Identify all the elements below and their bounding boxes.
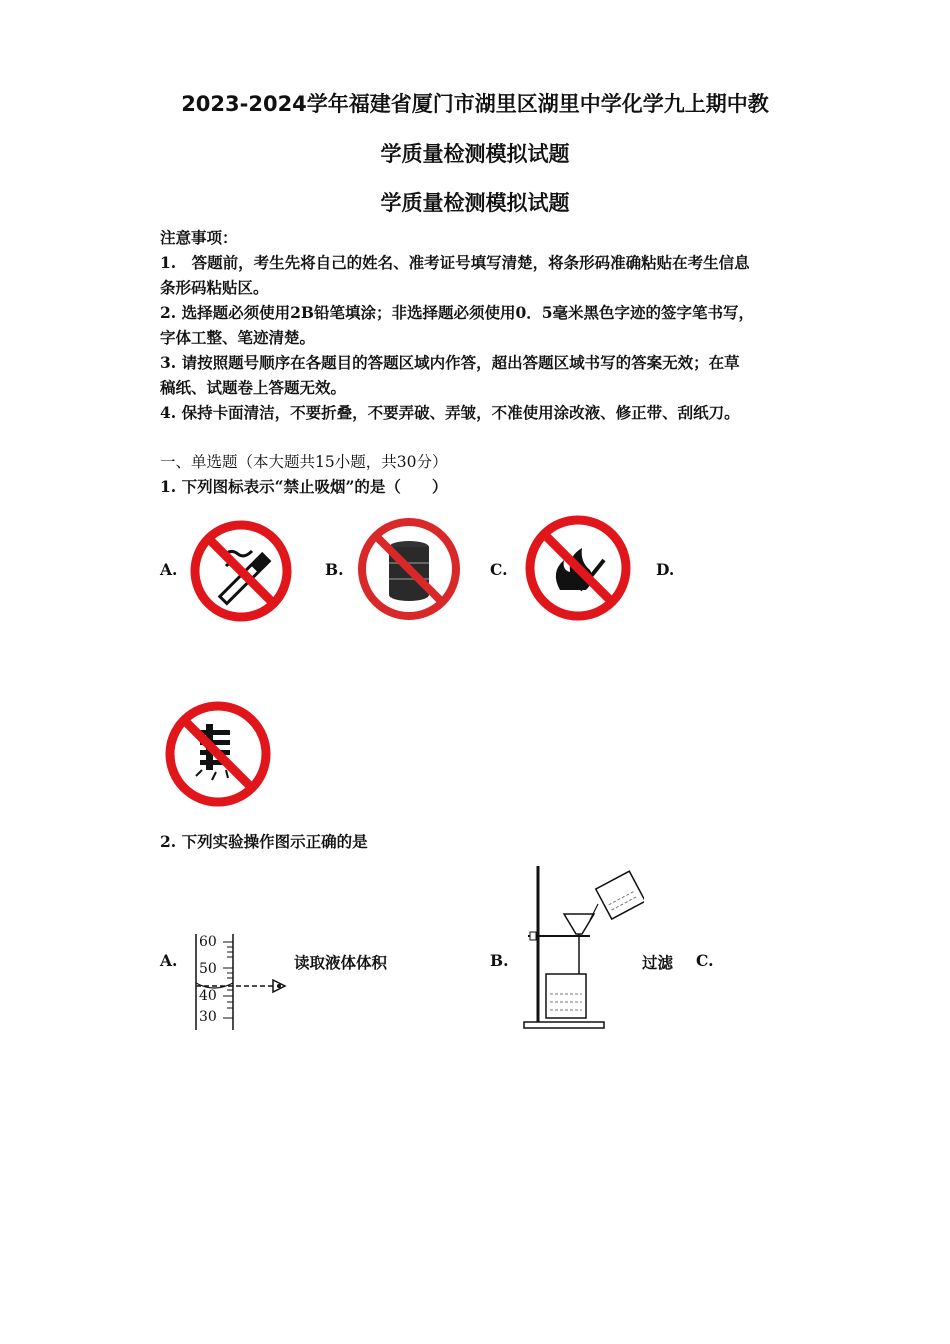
- q1-option-d-label: D.: [656, 560, 675, 579]
- q2-option-a-caption: 读取液体体积: [294, 953, 388, 972]
- q2-option-b-caption: 过滤: [642, 953, 674, 972]
- notice-item: 字体工整、笔迹清楚。: [160, 328, 316, 347]
- section-heading: 一、单选题（本大题共15小题，共30分）: [160, 453, 448, 471]
- q2-option-a-label: A.: [160, 951, 178, 970]
- question-2-stem: 2. 下列实验操作图示正确的是: [160, 832, 368, 851]
- no-oil-drum-icon: [355, 515, 463, 623]
- no-firecracker-icon: [162, 698, 274, 810]
- notice-item: 3. 请按照题号顺序在各题目的答题区域内作答，超出答题区域书写的答案无效；在草: [160, 353, 740, 372]
- notice-item: 条形码粘贴区。: [160, 278, 269, 297]
- page-title-line3: 学质量检测模拟试题: [380, 191, 570, 215]
- q2-option-c-label: C.: [696, 951, 714, 970]
- q1-option-c-label: C.: [490, 560, 508, 579]
- cylinder-tick-30: 30: [199, 1009, 217, 1025]
- q1-option-b-label: B.: [325, 560, 344, 579]
- notice-item: 2. 选择题必须使用2B铅笔填涂；非选择题必须使用0．5毫米黑色字迹的签字笔书写，: [160, 303, 755, 322]
- question-1-stem: 1. 下列图标表示“禁止吸烟”的是（ ）: [160, 477, 448, 496]
- cylinder-tick-60: 60: [199, 934, 217, 950]
- page-title-line1: 2023-2024学年福建省厦门市湖里区湖里中学化学九上期中教: [181, 92, 769, 116]
- notice-item: 1. 答题前，考生先将自己的姓名、准考证号填写清楚，将条形码准确粘贴在考生信息: [160, 253, 750, 272]
- q2-option-b-label: B.: [490, 951, 509, 970]
- notice-item: 4. 保持卡面清洁，不要折叠，不要弄破、弄皱，不准使用涂改液、修正带、刮纸刀。: [160, 403, 740, 422]
- cylinder-tick-40: 40: [199, 988, 217, 1004]
- notice-heading: 注意事项：: [160, 228, 238, 247]
- notice-item: 稿纸、试题卷上答题无效。: [160, 378, 347, 397]
- cylinder-tick-50: 50: [199, 961, 217, 977]
- q1-option-a-label: A.: [160, 560, 178, 579]
- no-smoking-icon: [188, 518, 294, 624]
- page-title-line2: 学质量检测模拟试题: [380, 142, 570, 166]
- no-fire-icon: [522, 512, 634, 624]
- filtration-apparatus-figure: [520, 862, 644, 1034]
